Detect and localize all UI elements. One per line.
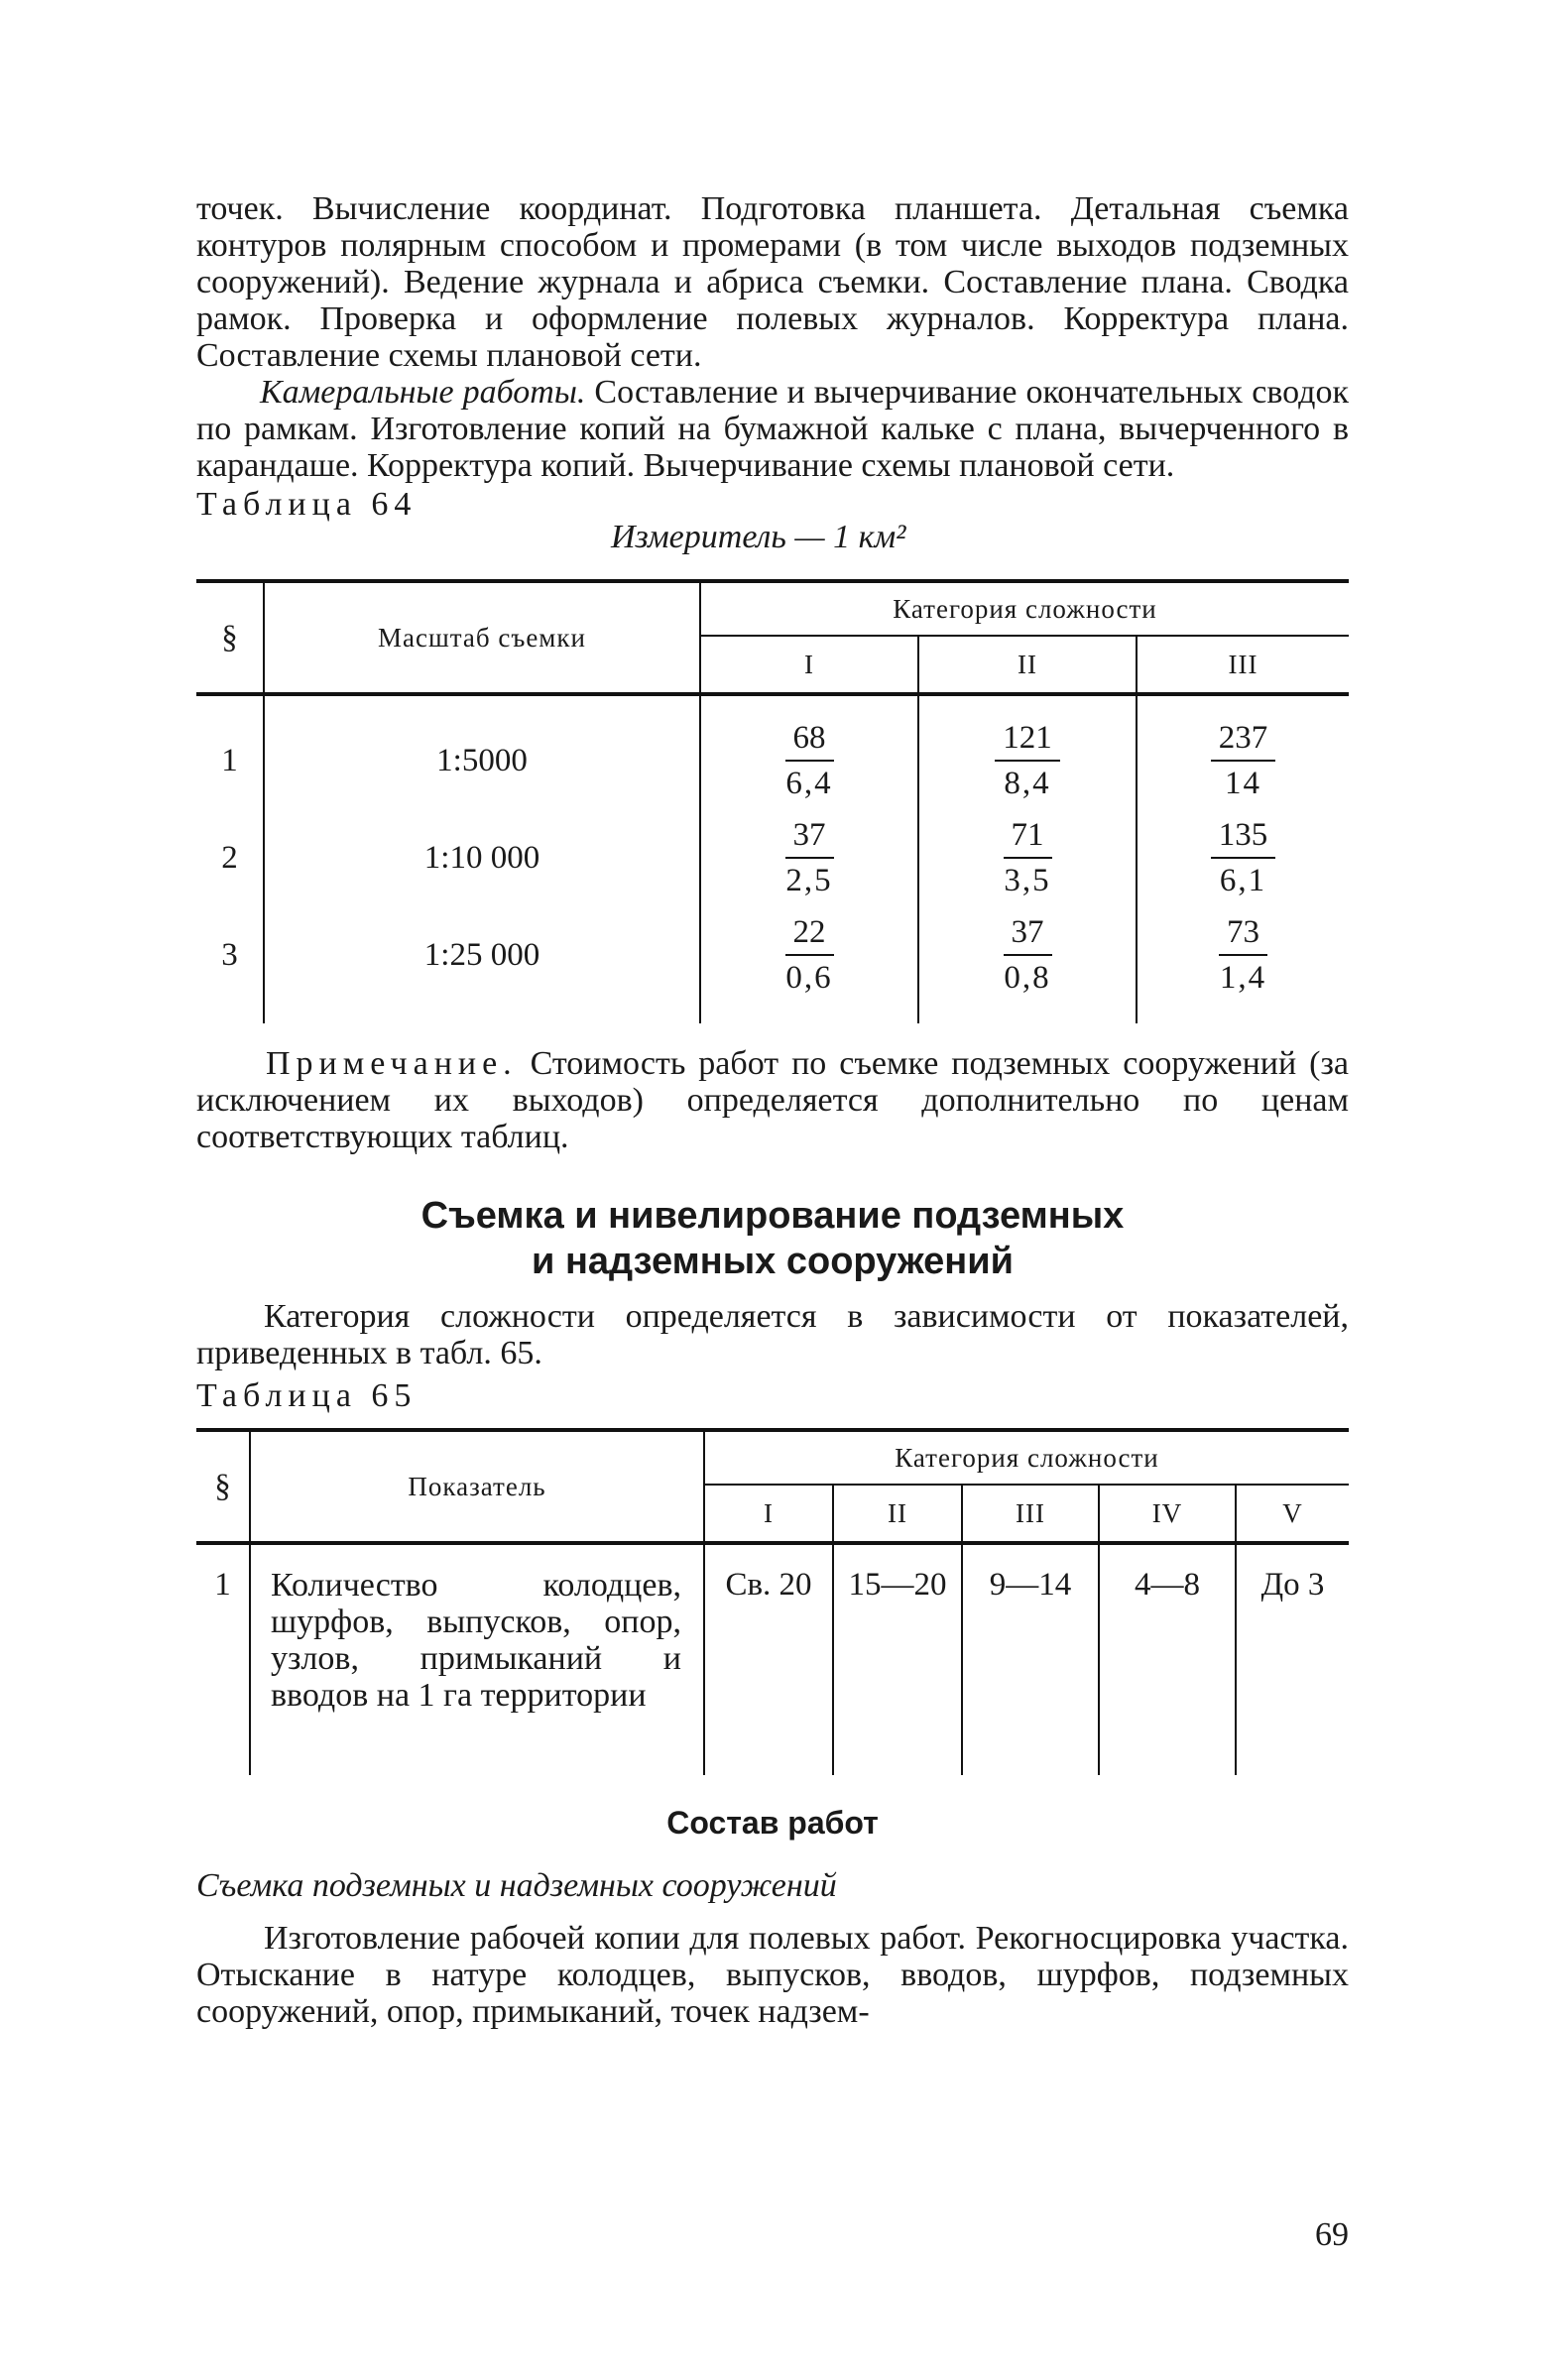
- t65-header-cat-ii: II: [833, 1485, 962, 1543]
- fraction-denominator: 0,8: [1004, 960, 1051, 996]
- fraction-denominator: 14: [1225, 766, 1261, 801]
- fraction-denominator: 6,1: [1219, 863, 1267, 898]
- fraction-numerator: 73: [1219, 912, 1267, 956]
- office-work-text: Составление и вычерчивание окончательных сводок по рамкам. Изготовление копий на бумажной кальке с плана, вычерченного в карандаше. Корректура копий. Вычерчивание схемы плановой сети.: [196, 374, 1350, 484]
- t65-header-section: §: [196, 1430, 250, 1543]
- fraction-numerator: 121: [995, 718, 1060, 762]
- t64-header-cat2: II: [918, 636, 1137, 694]
- fraction-numerator: 68: [785, 718, 834, 762]
- fraction-denominator: 6,4: [785, 766, 833, 801]
- fraction-numerator: 237: [1211, 718, 1276, 762]
- table-row: [196, 906, 1349, 1023]
- note-label: Примечание.: [266, 1045, 518, 1082]
- t65-header-indicator: Показатель: [250, 1430, 704, 1543]
- table-row: [196, 1543, 1349, 1775]
- fraction-value: [785, 718, 834, 803]
- t64-header-cat1: I: [700, 636, 918, 694]
- section-heading-line2: и надземных сооружений: [532, 1241, 1014, 1282]
- t64-row-scale: 1:10 000: [264, 809, 700, 906]
- table-row: [196, 694, 1349, 809]
- t64-cell-cat-1: [700, 809, 918, 906]
- t64-header-scale: Масштаб съемки: [264, 581, 700, 694]
- t64-row-scale: 1:5000: [264, 694, 700, 809]
- t65-cell-cat-iv: 4—8: [1099, 1543, 1236, 1775]
- t64-cell-cat-2: [918, 809, 1137, 906]
- fraction-value: [1219, 912, 1267, 998]
- t64-row-number: 1: [221, 742, 238, 778]
- fraction-value: [995, 718, 1060, 803]
- table65-label: Таблица 65: [196, 1377, 418, 1414]
- t65-cell-cat-i: Св. 20: [704, 1543, 833, 1775]
- t65-header-cat-i: I: [704, 1485, 833, 1543]
- t65-header-cat-v: V: [1236, 1485, 1349, 1543]
- t64-row-number: 3: [221, 936, 238, 973]
- t65-row-number: 1: [214, 1567, 231, 1603]
- fraction-numerator: 22: [785, 912, 834, 956]
- t65-header-category: Категория сложности: [704, 1430, 1349, 1485]
- t64-header-cat3: III: [1137, 636, 1349, 694]
- t64-cell-cat-1: [700, 906, 918, 1023]
- category-paragraph: Категория сложности определяется в зависимости от показателей, приведенных в табл. 65.: [196, 1298, 1349, 1371]
- t65-header-cat-iii: III: [962, 1485, 1099, 1543]
- fraction-denominator: 3,5: [1004, 863, 1051, 898]
- survey-subheading: Съемка подземных и надземных сооружений: [196, 1867, 837, 1904]
- t64-header-category: Категория сложности: [700, 581, 1349, 636]
- final-paragraph: Изготовление рабочей копии для полевых работ. Рекогносцировка участка. Отыскание в натуре колодцев, выпусков, вводов, шурфов, подземных сооружений, опор, примыканий, точек надзем-: [196, 1920, 1349, 2030]
- t65-cell-cat-iii: 9—14: [962, 1543, 1099, 1775]
- fraction-denominator: 1,4: [1219, 960, 1267, 996]
- t65-header-cat-iv: IV: [1099, 1485, 1236, 1543]
- fraction-value: [1004, 815, 1052, 900]
- fraction-denominator: 2,5: [785, 863, 833, 898]
- office-work-paragraph: [196, 374, 1349, 484]
- fraction-numerator: 71: [1004, 815, 1052, 859]
- composition-heading: Состав работ: [666, 1805, 879, 1841]
- fraction-value: [1211, 718, 1276, 803]
- t64-cell-cat-3: [1137, 906, 1349, 1023]
- fraction-numerator: 37: [1004, 912, 1052, 956]
- t64-cell-cat-1: [700, 694, 918, 809]
- t65-cell-cat-v: До 3: [1236, 1543, 1349, 1775]
- fraction-numerator: 37: [785, 815, 834, 859]
- fraction-numerator: 135: [1211, 815, 1276, 859]
- table-65: [196, 1428, 1349, 1775]
- note-paragraph: [196, 1045, 1349, 1155]
- fraction-value: [1004, 912, 1052, 998]
- table-row: [196, 809, 1349, 906]
- t64-header-section: §: [196, 581, 264, 694]
- t64-cell-cat-3: [1137, 694, 1349, 809]
- fraction-value: [1211, 815, 1276, 900]
- page-content: [196, 190, 1349, 2030]
- fraction-value: [785, 815, 834, 900]
- t65-cell-cat-ii: 15—20: [833, 1543, 962, 1775]
- fraction-denominator: 0,6: [785, 960, 833, 996]
- t65-row-indicator: Количество колодцев, шурфов, выпусков, опор, узлов, примыканий и вводов на 1 га территории: [250, 1543, 704, 1775]
- t64-row-number: 2: [221, 839, 238, 876]
- intro-paragraph: точек. Вычисление координат. Подготовка планшета. Детальная съемка контуров полярным способом и промерами (в том числе выходов подземных сооружений). Ведение журнала и абриса съемки. Составление плана. Сводка рамок. Проверка и оформление полевых журналов. Корректура плана. Составление схемы плановой сети.: [196, 190, 1349, 374]
- fraction-value: [785, 912, 834, 998]
- table64-label: Таблица 64: [196, 486, 418, 523]
- t64-cell-cat-2: [918, 694, 1137, 809]
- page-number: 69: [1315, 2216, 1349, 2253]
- table64-meter: Измеритель — 1 км²: [611, 519, 906, 555]
- note-text: Стоимость работ по съемке подземных сооружений (за исключением их выходов) определяется дополнительно по ценам соответствующих таблиц.: [196, 1045, 1349, 1155]
- t64-cell-cat-2: [918, 906, 1137, 1023]
- section-heading: [196, 1193, 1349, 1284]
- fraction-denominator: 8,4: [1004, 766, 1051, 801]
- section-heading-line1: Съемка и нивелирование подземных: [420, 1195, 1125, 1237]
- t64-row-scale: 1:25 000: [264, 906, 700, 1023]
- office-work-title: Камеральные работы.: [260, 374, 586, 411]
- t64-cell-cat-3: [1137, 809, 1349, 906]
- table-64: [196, 579, 1349, 1023]
